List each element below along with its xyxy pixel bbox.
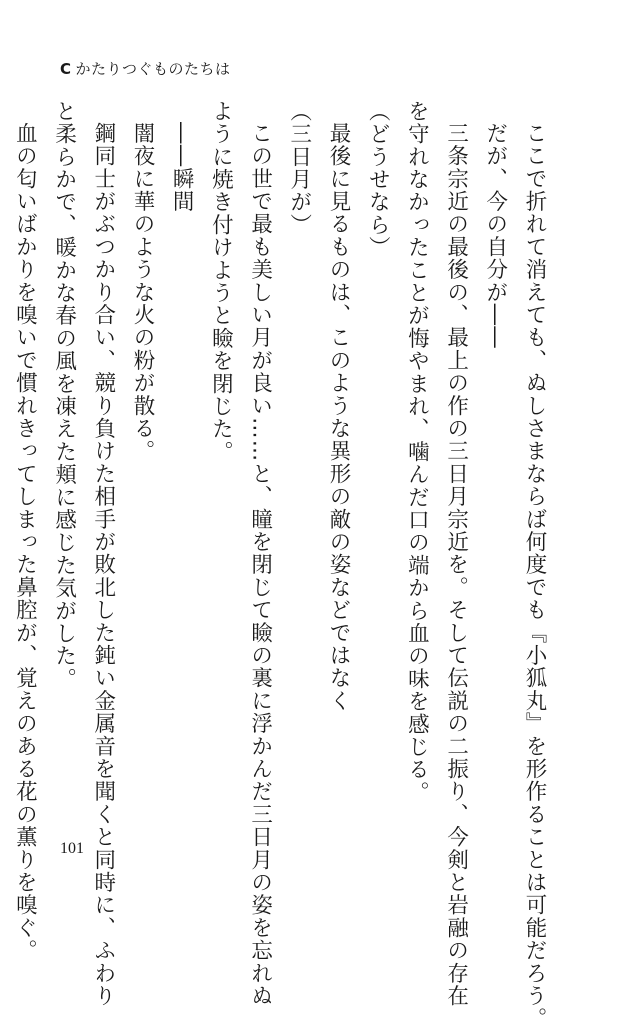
text-line: 三条宗近の最後の、最上の作の三日月宗近を。そして伝説の二振り、今剣と岩融の存在 bbox=[443, 121, 469, 1007]
text-line: 最後に見るものは、このような異形の敵の姿などではなく bbox=[325, 121, 351, 712]
text-line: 血の匂いばかりを嗅いで慣れきってしまった鼻腔が、覚えのある花の薫りを嗅ぐ。 bbox=[12, 121, 38, 962]
text-line: ――瞬間 bbox=[169, 121, 195, 213]
text-line: だが、今の自分が―― bbox=[482, 121, 508, 349]
text-line: この世で最も美しい月が良い……と、瞳を閉じて瞼の裏に浮かんだ三日月の姿を忘れぬ bbox=[247, 121, 273, 1007]
text-line: （どうせなら） bbox=[365, 100, 391, 259]
running-head bbox=[60, 58, 231, 79]
page-number: 101 bbox=[60, 840, 84, 857]
text-line: ように焼き付けようと瞼を閉じた。 bbox=[208, 100, 234, 464]
text-line: を守れなかったことが悔やまれ、噛んだ口の端から血の味を感じる。 bbox=[404, 100, 430, 804]
chapter-mark: C bbox=[60, 60, 72, 78]
text-line: 鋼同士がぶつかり合い、競り負けた相手が敗北した鈍い金属音を聞くと同時に、ふわり bbox=[90, 121, 116, 1007]
text-line: 闇夜に華のような火の粉が散る。 bbox=[129, 121, 155, 462]
text-line: （三日月が） bbox=[286, 100, 312, 237]
text-line: ここで折れて消えても、ぬしさまならば何度でも『小狐丸』を形作ることは可能だろう。 bbox=[522, 121, 547, 1030]
text-line: と柔らかで、暖かな春の風を凍えた頬に感じた気がした。 bbox=[51, 100, 77, 691]
running-title: かたりつぐものたちは bbox=[75, 60, 231, 78]
